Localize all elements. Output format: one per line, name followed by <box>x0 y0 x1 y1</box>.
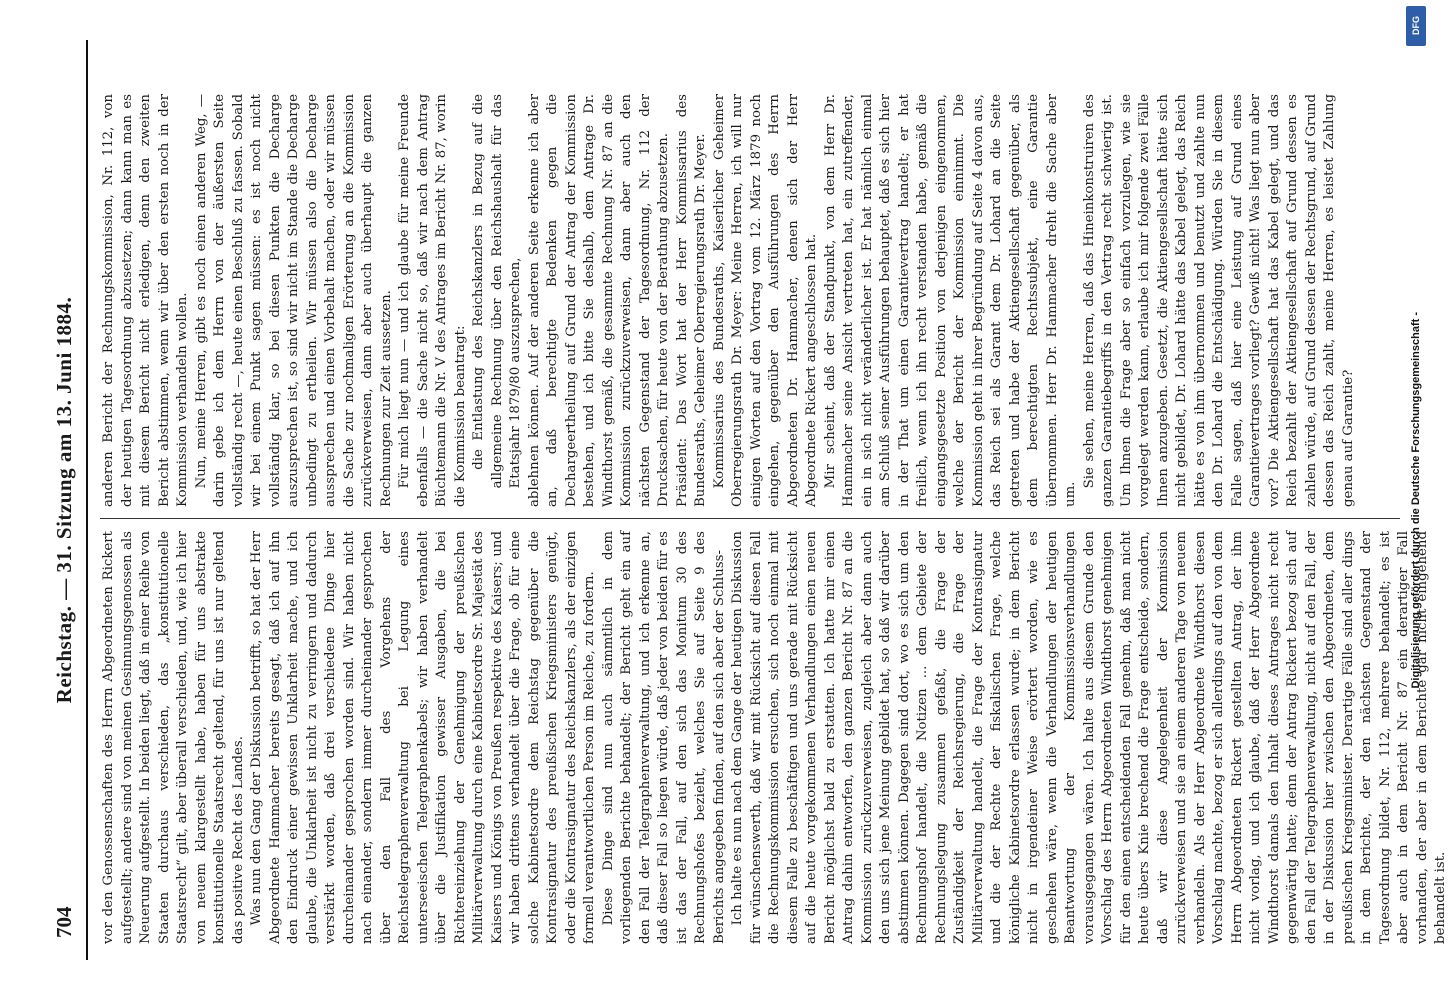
header-rule <box>86 40 88 960</box>
paragraph: Sie sehen, meine Herren, daß das Hineinkonstruiren des ganzen Garantiebegriffs in den Vertrag recht schwierig ist. Um Ihnen die Frage aber so einfach vorzulegen, wie sie vorgelegt werden kann, erlaube ich mir folgende zwei Fälle Ihnen anzugeben. Gesetzt, die Aktiengesellschaft hätte sich nicht gebildet, Dr. Lohard hätte das Kabel gelegt, das Reich hätte es von ihm übernommen und benutzt und zahlte nun den Dr. Lohard die Entschädigung. Würden Sie in diesem Falle sagen, daß hier eine Leistung auf Grund eines Garantievertrages vorliegt? Gewiß nicht! Was liegt nun aber vor? Die Aktiengesellschaft hat das Kabel gelegt, und das Reich bezahlt der Aktiengesellschaft auf Grund dessen es zahlen würde, auf Grund dessen der Rechtsgrund, auf Grund dessen das Reich zahlt, meine Herren, es leistet Zahlung genau auf Garantie? <box>1081 94 1356 507</box>
right-column <box>100 94 1400 507</box>
paragraph: Was nun den Gang der Diskussion betrifft, so hat der Herr Abgeordnete Hammacher bereits gesagt, daß ich auf ihn den Eindruck einer gewissen Unklarheit mache, und ich glaube, die Unklarheit ist nicht zu verringern und dadurch verstärkt worden, daß drei verschiedene Dinge hier durcheinander gesprochen worden sind. Wir haben nicht nach einander, sondern immer durcheinander gesprochen über den Fall des Vorgehens der Reichstelegraphenverwaltung bei Legung eines unterseeischen Telegraphenkabels; wir haben verhandelt über die Justifikation gewisser Ausgaben, die bei Richtereinziehung der Genehmigung der preußischen Militärverwaltung durch eine Kabinetsordre Sr. Majestät des Kaisers und Königs von Preußen respektive des Kaisers; und wir haben drittens verhandelt über die Frage, ob für eine solche Kabinetsordre dem Reichstag gegenüber die Kontrasignatur des preußischen Kriegsministers genügt, oder die Kontrasignatur des Reichskanzlers, als der einzigen formell verantwortlichen Person im Reiche, zu fordern. <box>249 531 597 944</box>
dfg-logo: DFG <box>1406 6 1426 46</box>
digitization-credit <box>1400 0 1432 1000</box>
paragraph: Für mich liegt nun — und ich glaube für meine Freunde ebenfalls — die Sache nicht so, daß wir nach dem Antrag Büchtemann die Nr. V des Antrages im Bericht Nr. 87, worin die Kommission beantragt: <box>397 94 468 507</box>
paragraph: ablehnen können. Auf der anderen Seite erkenne ich aber an, daß berechtigte Bedenken gegen die Dechargeertheilung auf Grund der Antrag der Kommission bestehen, und ich bitte Sie deshalb, dem Antrage Dr. Windthorst gemäß, die gesammte Rechnung Nr. 87 an die Kommission zurückzuverweisen, dann aber auch den nächsten Gegenstand der Tagesordnung, Nr. 112 der Drucksachen, für heute von der Berathung abzusetzen. <box>526 94 671 507</box>
paragraph: Ich halte es nun nach dem Gange der heutigen Diskussion für wünschenswerth, daß wir mit Rücksicht auf diesen Fall die Rechnungskommission ersuchen, sich noch einmal mit diesem Falle zu beschäftigen und uns gerade mit Rücksicht auf die heute vorgekommenen Verhandlungen einen neuen Bericht möglichst bald zu erstatten. Ich hatte mir einen Antrag dahin entworfen, den ganzen Bericht Nr. 87 an die Kommission zurückzuverweisen, zugleich aber dann auch den uns sich jene Meinung gebildet hat, so daß wir darüber abstimmen können. Dagegen sind dort, wo es sich um den Rechnungshof handelt, die Notizen ... dem Gebiete der Rechnungslegung zusammen gefaßt, die Frage der Zuständigkeit der Reichsregierung, die Frage der Militärverwaltung handelt, die Frage der Kontrasignatur und die der Rechte der fiskalischen Frage, welche königliche Kabinetsordre erlassen wurde; in dem Bericht nicht in irgendeiner Weise erörtert worden, wie es geschehen wäre, wenn die Verhandlungen der heutigen Beantwortung der Kommissionsverhandlungen vorausgegangen wären. Ich halte aus diesem Grunde den Vorschlag des Herrn Abgeordneten Windthorst genehmigen für den einen entscheidenden Fall genehm, daß man nicht heute übers Knie brechend die Frage entscheide, sondern, daß wir diese Angelegenheit der Kommission zurückverweisen und sie an einem anderen Tage von neuem verhandeln. Als der Herr Abgeordnete Windthorst diesen Vorschlag machte, bezog er sich allerdings auf den von dem Herrn Abgeordneten Rickert gestellten Antrag, der ihm nicht vorlag, und ich glaube, daß der Herr Abgeordnete Windthorst damals den Inhalt dieses Antrages nicht recht gegenwärtig hatte; denn der Antrag Rickert bezog sich auf den Fall der Telegraphenverwaltung, nicht auf den Fall, der in der Diskussion hier zwischen den Abgeordneten, dem preußischen Kriegsminister. Derartige Fälle sind aller dings in dem Berichte, der den nächsten Gegenstand der Tagesordnung bildet, Nr. 112, mehrere behandelt; es ist aber auch in dem Bericht Nr. 87 ein derartiger Fall vorhanden, der aber in dem Berichte gar nicht eingehend behandelt ist. <box>730 531 1448 944</box>
paragraph: anderen Bericht der Rechnungskommission, Nr. 112, von der heutigen Tagesordnung abzusetzen; dann kann man es mit diesem Bericht nicht erledigen, denn den zweiten Bericht abstimmen, wenn wir über den ersten noch in der Kommission verhandeln wollen. <box>101 94 190 507</box>
running-head: Reichstag. — 31. Sitzung am 13. Juni 1884. <box>52 296 76 704</box>
president-statement: Präsident: Das Wort hat der Herr Kommissarius des Bundesraths, Geheimer Oberregierungsrath Dr. Meyer. <box>674 94 708 507</box>
quoted-motion: die Entlastung des Reichskanzlers in Bezug auf die allgemeine Rechnung über den Reichshaushalt für das Etatsjahr 1879/80 auszusprechen, <box>471 94 523 489</box>
paragraph: vor den Genossenschaften des Herrn Abgeordneten Rickert aufgestellt; andere sind von meinen Gesinnungsgenossen als Neuerung aufgestellt. In beiden liegt, daß in einer Reihe von Staaten durchaus verschieden, das „konstitutionelle Staatsrecht“ gilt, aber überall verschieden, und, wie ich hier von neuem klargestellt habe, haben für uns abstrakte konstitutionelle Staatsrecht geltend, für uns ist nur geltend das positive Recht des Landes. <box>101 531 246 944</box>
column-divider <box>100 518 1400 519</box>
left-column <box>100 531 1448 944</box>
paragraph: Diese Dinge sind nun auch sämmtlich in dem vorliegenden Berichte behandelt; der Bericht geht ein auf den Fall der Telegraphenverwaltung, und ich erkenne an, daß dieser Fall so liegen würde, daß jeder von beiden für es ist das der Fall, auf den sich das Monitum 30 des Rechnungshofes bezieht, welches Sie auf Seite 9 des Berichts angegeben finden, auf den sich aber der Schluss- <box>600 531 727 944</box>
paragraph: Mir scheint, daß der Standpunkt, von dem Herr Dr. Hammacher seine Ansicht vertreten hat, ein zutreffender, ein in sich nicht veränderlicher ist. Er hat nämlich einmal am Schluß seiner Ausführungen behauptet, daß es sich hier in der That um einen Garantievertrag handelt; er hat freilich, wenn ich ihn recht verstanden habe, gemäß die eingangsgesetzte Position von derjenigen eingenommen, welche der Bericht der Kommission einnimmt. Die Kommission geht in ihrer Begründung auf Seite 4 davon aus, das Reich sei als Garant dem Dr. Lohard an die Seite getreten und habe der Aktiengesellschaft gegenüber, als dem berechtigten Rechtssubjekt, eine Garantie übernommen. Herr Dr. Hammacher dreht die Sache aber um. <box>822 94 1078 507</box>
speaker-statement: Kommissarius des Bundesraths, Kaiserlicher Geheimer Oberregierungsrath Dr. Meyer: Meine Herren, ich will nur einigen Worten auf den Vortrag vom 12. März 1879 noch eingehen, gegenüber den Ausführungen des Herrn Abgeordneten Dr. Hammacher, denen sich der Herr Abgeordnete Rickert angeschlossen hat. <box>711 94 819 507</box>
page-number: 704 <box>52 906 76 938</box>
paragraph: Nun, meine Herren, gibt es noch einen anderen Weg, — darin gebe ich dem Herrn von der äußersten Seite vollständig recht —, heute einen Beschluß zu fassen. Sobald wir bei einem Punkt sagen müssen: es ist noch nicht vollständig klar, so bei diesen Punkten die Decharge auszusprechen ist, so sind wir nicht im Stande die Decharge unbedingt zu ertheilen. Wir müssen also die Decharge aussprechen und einen Vorbehalt machen, oder wir müssen die Sache zur nochmaligen Erörterung an die Kommission zurückverweisen, dann aber auch überhaupt die ganzen Rechnungen zur Zeit aussetzen. <box>193 94 394 507</box>
credit-text: Digitalisierung gefördert durch die Deutsche Forschungsgemeinschaft - <box>1410 311 1422 689</box>
